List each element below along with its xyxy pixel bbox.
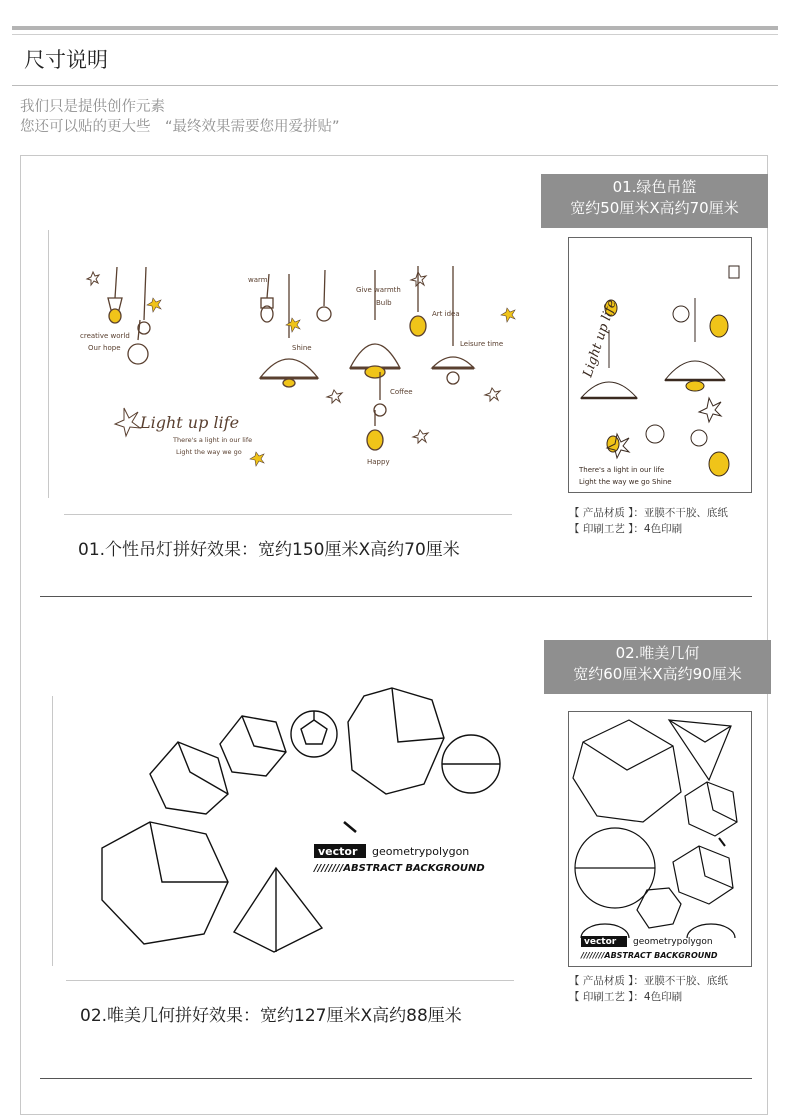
item2-caption: 02.唯美几何拼好效果：宽约127厘米X高约88厘米 — [80, 1006, 462, 1026]
item2-art-sub: ////////ABSTRACT BACKGROUND — [314, 863, 485, 874]
svg-text:////////ABSTRACT BACKGROUND: ////////ABSTRACT BACKGROUND — [581, 951, 718, 960]
item1-word-9: Coffee — [390, 388, 413, 396]
item1-tag-name: 01.绿色吊篮 — [612, 178, 697, 196]
item1-caption-rule — [64, 514, 512, 515]
item1-word-10: Happy — [367, 458, 390, 466]
item1-tag — [541, 174, 768, 228]
item2-left-rule — [52, 696, 53, 966]
item1-spec-print: 【 印刷工艺 】：4色印刷 — [569, 523, 683, 535]
item1-lamp-illustration — [60, 250, 530, 500]
item1-word-2: Our hope — [88, 344, 121, 352]
header-top-thin-line — [12, 34, 778, 35]
item1-word-6: Bulb — [376, 299, 392, 307]
item2-spec — [569, 973, 728, 1005]
item1-left-rule — [48, 230, 49, 498]
intro-line-2: 您还可以贴的更大些 “最终效果需要您用爱拼贴” — [20, 119, 340, 135]
item2-spec-material: 【 产品材质 】：亚膜不干胶、底纸 — [569, 975, 728, 987]
item-separator-1 — [40, 596, 752, 597]
header-top-bar — [12, 26, 778, 30]
item2-art-badge: vector — [318, 845, 358, 858]
item1-art-sub2: Light the way we go — [176, 448, 242, 456]
item1-spec — [569, 505, 728, 537]
svg-text:Light up life: Light up life — [580, 298, 620, 380]
item2-art-word: geometrypolygon — [372, 845, 470, 858]
intro-line-1: 我们只是提供创作元素 — [20, 99, 165, 115]
svg-text:geometrypolygon: geometrypolygon — [633, 937, 713, 947]
item1-art-title: Light up life — [140, 413, 240, 432]
item1-caption: 01.个性吊灯拼好效果：宽约150厘米X高约70厘米 — [78, 540, 460, 560]
item1-word-7: Art idea — [432, 310, 460, 318]
svg-text:vector: vector — [584, 937, 617, 947]
svg-text:There's a light in our life: There's a light in our life — [579, 466, 665, 474]
item2-caption-rule — [66, 980, 514, 981]
item2-tag-size: 宽约60厘米X高约90厘米 — [573, 665, 742, 683]
intro-text — [20, 97, 340, 137]
item2-geometry-illustration — [94, 682, 514, 972]
item1-word-3: warm — [248, 276, 268, 284]
item2-product-thumbnail — [569, 712, 752, 967]
section-title: 尺寸说明 — [24, 48, 108, 72]
item2-product-sheet — [568, 711, 752, 967]
item1-product-sheet — [568, 237, 752, 493]
item1-art-sub1: There's a light in our life — [173, 436, 253, 444]
item1-word-4: Shine — [292, 344, 312, 352]
item1-product-thumbnail — [569, 238, 752, 493]
item1-word-1: creative world — [80, 332, 130, 340]
item2-spec-print: 【 印刷工艺 】：4色印刷 — [569, 991, 683, 1003]
item2-tag — [544, 640, 771, 694]
item2-tag-name: 02.唯美几何 — [615, 644, 700, 662]
item-separator-2 — [40, 1078, 752, 1079]
svg-text:Light the way we go Shine: Light the way we go Shine — [579, 478, 672, 486]
item1-tag-size: 宽约50厘米X高约70厘米 — [570, 199, 739, 217]
item1-word-8: Leisure time — [460, 340, 504, 348]
item1-spec-material: 【 产品材质 】：亚膜不干胶、底纸 — [569, 507, 728, 519]
title-rule — [12, 85, 778, 86]
item1-word-5: Give warmth — [356, 286, 401, 294]
